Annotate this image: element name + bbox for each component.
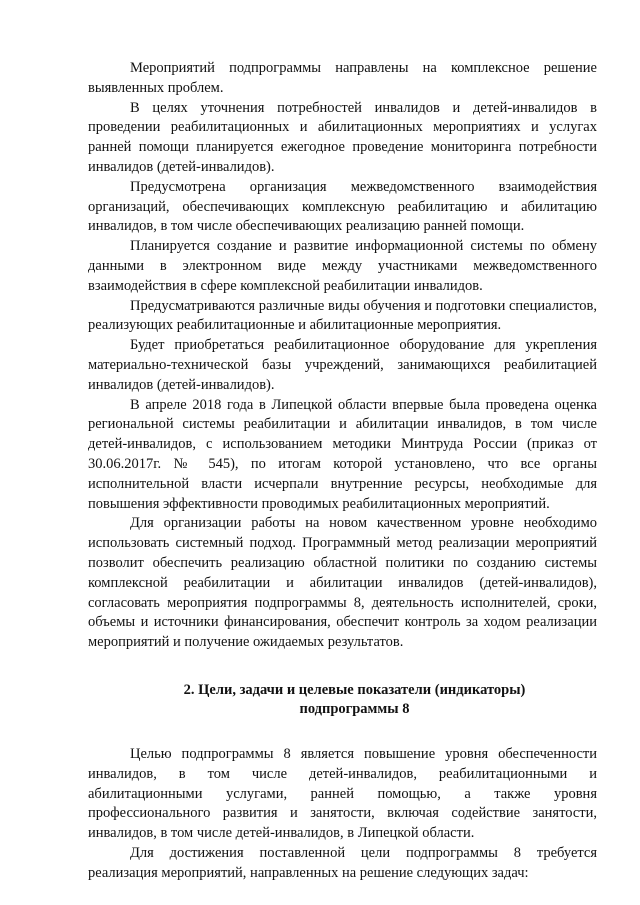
document-page	[88, 59, 597, 883]
paragraph-assessment: В апреле 2018 года в Липецкой области впервые была проведена оценка региональной системы реабилитации и абилитации инвалидов, в том числе детей-инвалидов, с использованием методики Минтруда России (приказ от 30.06.2017г. № 545), по итогам которой установлено, что все органы исполнительной власти исчерпали внутренние ресурсы, необходимые для повышения эффективности проводимых реабилитационных мероприятий.	[88, 396, 597, 512]
paragraph-information-system: Планируется создание и развитие информационной системы по обмену данными в электронном виде между участниками межведомственного взаимодействия в сфере комплексной реабилитации инвалидов.	[88, 238, 597, 294]
paragraph-monitoring: В целях уточнения потребностей инвалидов и детей-инвалидов в проведении реабилитационных и абилитационных мероприятиях и услугах ранней помощи планируется ежегодное проведение мониторинга потребности инвалидов (детей-инвалидов).	[88, 99, 597, 175]
section-heading	[88, 681, 597, 720]
paragraph-system-approach: Для организации работы на новом качественном уровне необходимо использовать системный подход. Программный метод реализации мероприятий позволит обеспечить реализацию областной политики по созданию системы комплексной реабилитации и абилитации инвалидов (детей-инвалидов), согласовать мероприятия подпрограммы 8, деятельность исполнителей, сроки, объемы и источники финансирования, обеспечит контроль за ходом реализации мероприятий и получение ожидаемых результатов.	[88, 515, 597, 651]
paragraph-tasks: Для достижения поставленной цели подпрограммы 8 требуется реализация мероприятий, направленных на решение следующих задач:	[88, 844, 597, 881]
paragraph-goal: Целью подпрограммы 8 является повышение уровня обеспеченности инвалидов, в том числе детей-инвалидов, реабилитационными и абилитационными услугами, ранней помощью, а также уровня профессионального развития и занятости, включая содействие занятости, инвалидов, в том числе детей-инвалидов, в Липецкой области.	[88, 745, 597, 842]
section-heading-line1: 2. Цели, задачи и целевые показатели (индикаторы)	[183, 681, 526, 698]
paragraph-equipment: Будет приобретаться реабилитационное оборудование для укрепления материально-технической базы учреждений, занимающихся реабилитацией инвалидов (детей-инвалидов).	[88, 337, 597, 393]
paragraph-intro: Мероприятий подпрограммы направлены на комплексное решение выявленных проблем.	[88, 60, 597, 96]
paragraph-interaction: Предусмотрена организация межведомственного взаимодействия организаций, обеспечивающих комплексную реабилитацию и абилитацию инвалидов, в том числе обеспечивающих реализацию ранней помощи.	[88, 178, 597, 235]
paragraph-training: Предусматриваются различные виды обучения и подготовки специалистов, реализующих реабилитационные и абилитационные мероприятия.	[88, 297, 597, 334]
section-heading-line2: подпрограммы 8	[299, 701, 410, 718]
